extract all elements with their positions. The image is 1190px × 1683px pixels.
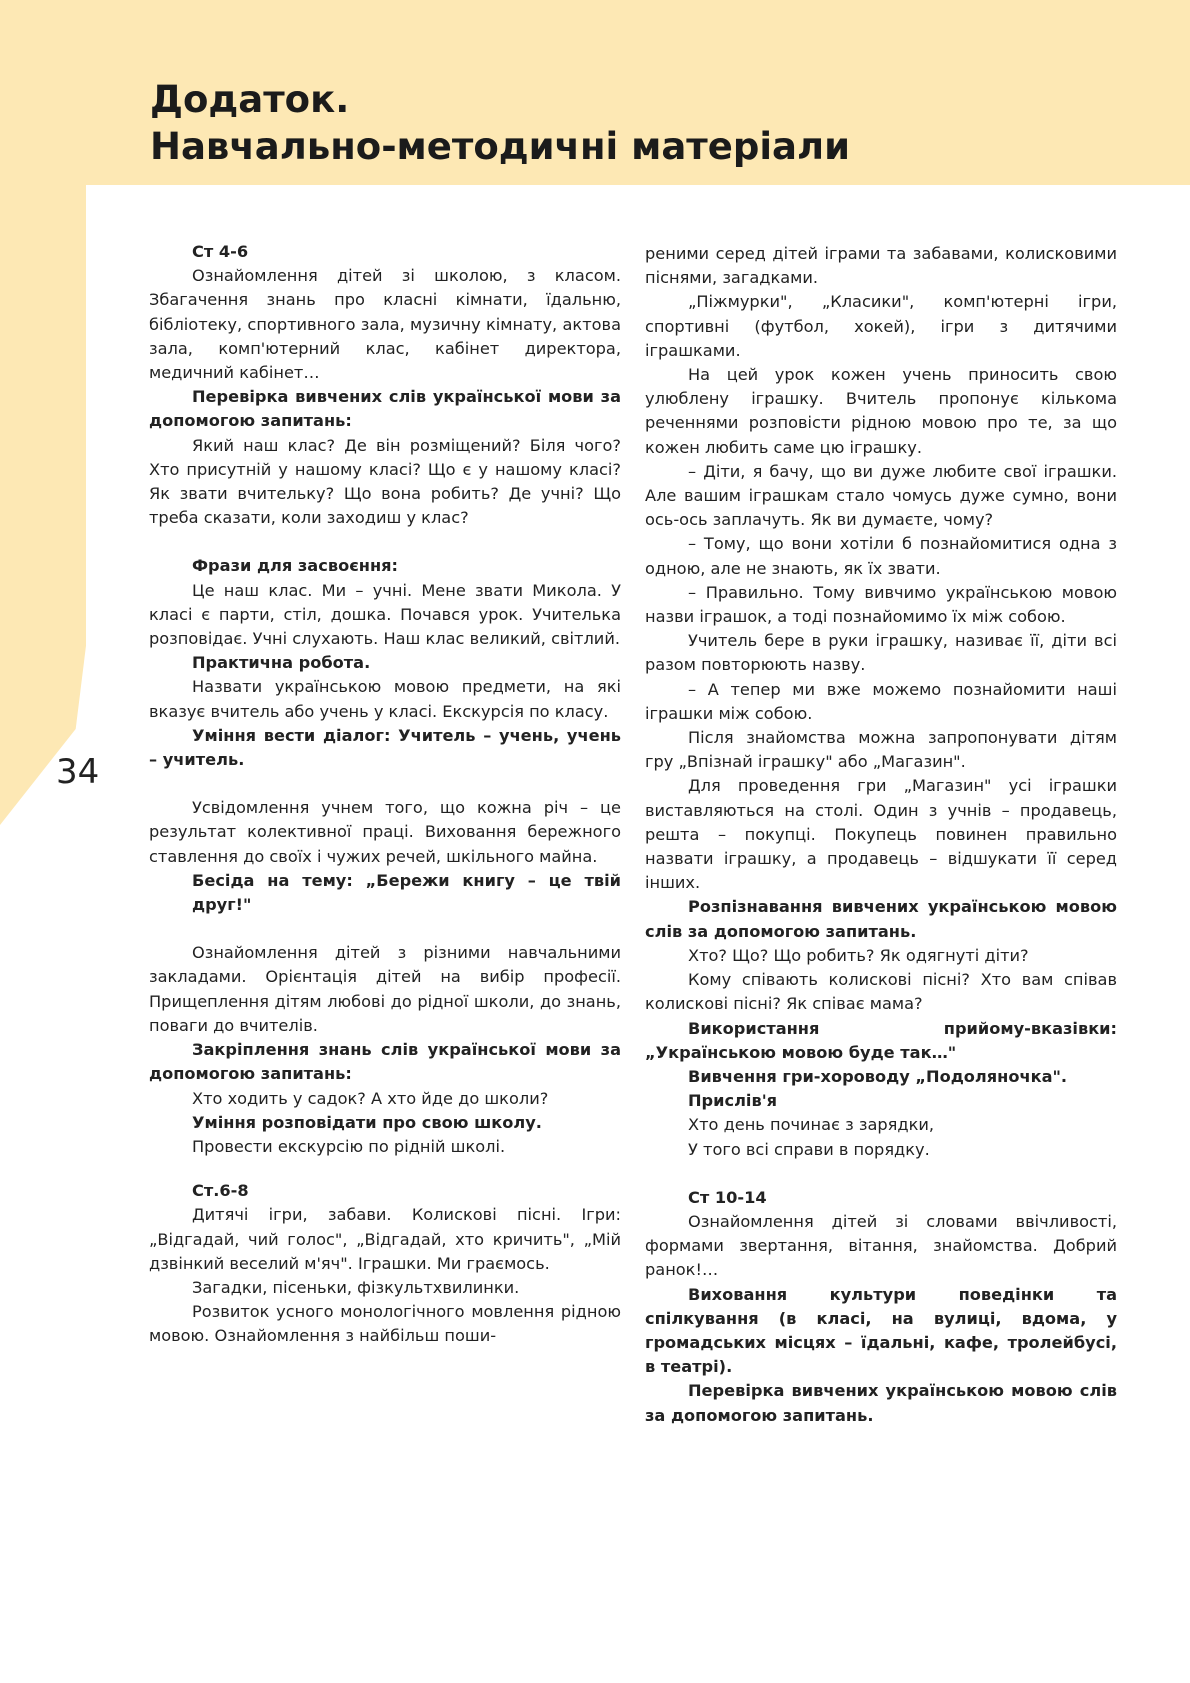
- paragraph: Загадки, пісеньки, фізкультхвилинки.: [192, 1277, 520, 1297]
- paragraph: Усвідомлення учнем того, що кожна річ – це результат колективної праці. Виховання бережного ставлення до своїх і чужих речей, шкільного майна.: [149, 798, 621, 866]
- dialogue-line: – Діти, я бачу, що ви дуже любите свої іграшки. Але вашим іграшкам стало чомусь дуже сумно, вони ось-ось заплачуть. Як ви думаєте, чому?: [645, 461, 1117, 530]
- left-column: [149, 240, 621, 1349]
- paragraph: Провести екскурсію по рідній школі.: [192, 1136, 506, 1156]
- dialogue-line: – Правильно. Тому вивчимо українською мовою назви іграшок, а тоді познайомимо їх між собою.: [645, 582, 1117, 627]
- paragraph: Хто ходить у садок? А хто йде до школи?: [192, 1088, 549, 1108]
- side-tab-decoration: [0, 185, 86, 825]
- subheading: Вивчення гри-хороводу „Подоляночка".: [688, 1066, 1068, 1086]
- paragraph: Учитель бере в руки іграшку, називає її, діти всі разом повторюють назву.: [645, 631, 1117, 675]
- subheading: Виховання культури поведінки та спілкування (в класі, на вулиці, вдома, у громадських місцях – їдальні, кафе, тролейбусі, в театрі).: [645, 1284, 1117, 1377]
- proverb-line: У того всі справи в порядку.: [688, 1139, 930, 1159]
- subheading: Перевірка вивчених українською мовою слів за допомогою запитань.: [645, 1381, 1117, 1425]
- paragraph: Ознайомлення дітей зі школою, з класом. Збагачення знань про класні кімнати, їдальню, бібліотеку, спортивного зала, музичну кімнату, актова зала, комп'ютерний клас, кабінет директора, медичний кабінет…: [149, 266, 621, 383]
- section-heading: Ст.6-8: [192, 1181, 249, 1201]
- paragraph: Це наш клас. Ми – учні. Мене звати Микола. У класі є парти, стіл, дошка. Почався урок. Учителька розповідає. Учні слухають. Наш клас великий, світлий.: [149, 580, 621, 649]
- section-heading: Ст 10-14: [688, 1187, 767, 1207]
- paragraph: Розвиток усного монологічного мовлення рідною мовою. Ознайомлення з найбільш поши-: [149, 1302, 621, 1346]
- page-title-line2: Навчально-методичні матеріали: [150, 125, 851, 168]
- paragraph: Після знайомства можна запропонувати дітям гру „Впізнай іграшку" або „Магазин".: [645, 728, 1117, 772]
- subheading: Закріплення знань слів української мови за допомогою запитань:: [149, 1040, 621, 1084]
- section-heading: Ст 4-6: [192, 242, 249, 261]
- paragraph: Який наш клас? Де він розміщений? Біля чого? Хто присутній у нашому класі? Що є у нашому класі? Як звати вчительку? Що вона робить? Де учні? Що треба сказати, коли заходиш у клас?: [149, 435, 621, 528]
- paragraph: Хто? Що? Що робить? Як одягнуті діти?: [688, 945, 1029, 965]
- subheading: Використання прийому-вказівки: „Українською мовою буде так…": [645, 1018, 1117, 1062]
- subheading: Розпізнавання вивчених українською мовою слів за допомогою запитань.: [645, 897, 1117, 941]
- paragraph: „Піжмурки", „Класики", комп'ютерні ігри, спортивні (футбол, хокей), ігри з дитячими іграшками.: [645, 292, 1117, 360]
- dialogue-line: – Тому, що вони хотіли б познайомитися одна з одною, але не знають, як їх звати.: [645, 534, 1117, 578]
- paragraph: Ознайомлення дітей з різними навчальними закладами. Орієнтація дітей на вибір професії. Прищеплення дітям любові до рідної школи, до знань, поваги до вчителів.: [149, 943, 621, 1035]
- paragraph: Для проведення гри „Магазин" усі іграшки виставляються на столі. Один з учнів – продавець, решта – покупці. Покупець повинен правильно назвати іграшку, а продавець – відшукати її серед інших.: [645, 776, 1117, 893]
- paragraph: реними серед дітей іграми та забавами, колисковими піснями, загадками.: [645, 244, 1117, 288]
- page-number: 34: [56, 752, 100, 792]
- subheading: Перевірка вивчених слів української мови за допомогою запитань:: [149, 387, 621, 431]
- paragraph: На цей урок кожен учень приносить свою улюблену іграшку. Вчитель пропонує кількома реченнями розповісти рідною мовою про те, за що кожен любить саме цю іграшку.: [645, 365, 1117, 457]
- subheading: Уміння вести діалог: Учитель – учень, учень – учитель.: [149, 725, 621, 770]
- page-title-line1: Додаток.: [150, 78, 350, 121]
- page-title: [150, 76, 850, 170]
- paragraph: Ознайомлення дітей зі словами ввічливості, формами звертання, вітання, знайомства. Добрий ранок!…: [645, 1211, 1117, 1280]
- right-column: [645, 242, 1117, 1428]
- subheading: Уміння розповідати про свою школу.: [192, 1112, 542, 1132]
- paragraph: Назвати українською мовою предмети, на які вказує вчитель або учень у класі. Екскурсія по класу.: [149, 677, 621, 721]
- dialogue-line: – А тепер ми вже можемо познайомити наші іграшки між собою.: [645, 679, 1117, 723]
- subheading: Прислів'я: [688, 1091, 778, 1111]
- paragraph: Дитячі ігри, забави. Колискові пісні. Ігри: „Відгадай, чий голос", „Відгадай, хто кричить", „Мій дзвінкий веселий м'яч". Іграшки. Ми граємось.: [149, 1205, 621, 1273]
- subheading: Фрази для засвоєння:: [192, 556, 399, 576]
- paragraph: Кому співають колискові пісні? Хто вам співав колискові пісні? Як співає мама?: [645, 970, 1117, 1014]
- proverb-line: Хто день починає з зарядки,: [688, 1115, 935, 1135]
- subheading: Практична робота.: [192, 653, 371, 673]
- subheading: Бесіда на тему: „Бережи книгу – це твій друг!": [192, 870, 621, 915]
